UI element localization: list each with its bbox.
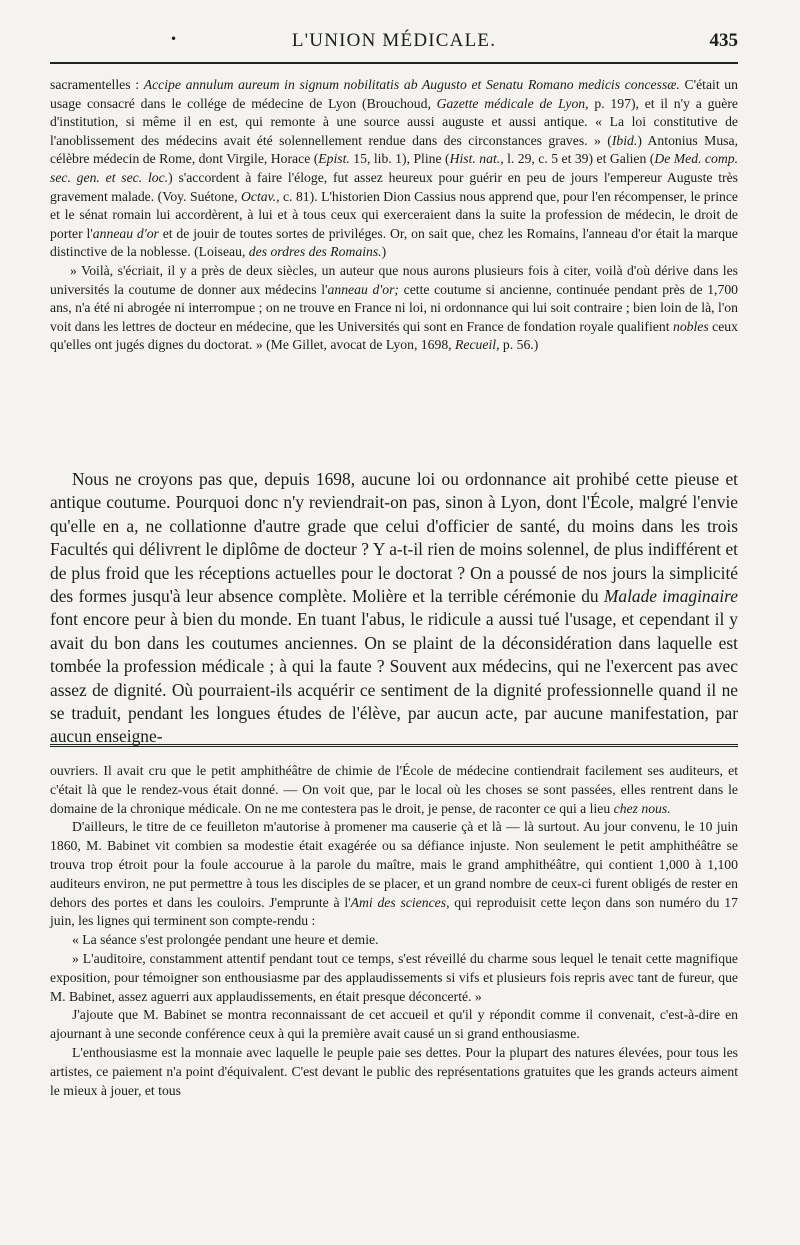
text-span: c. 81). L'historien Dion Cassius nous apprend que, pour l'en récompenser, le prince et le sénat romain lui accordèrent, à lui et à tous ceux qui exerceraient dans la suite la profession de médecin, le droit de porter l' bbox=[50, 188, 738, 241]
play-title: Malade imaginaire bbox=[603, 586, 738, 607]
emphasis: chez nous. bbox=[613, 800, 671, 816]
quoted-note-block bbox=[50, 76, 738, 355]
citation-title: De Med. comp. sec. gen. et sec. loc. bbox=[50, 151, 739, 185]
text-span: cette coutume si ancienne, continuée pendant près de 1,700 ans, n'a été ni abrogée ni interrompue ; on ne trouve en France ni loi, ni ordonnance qui lui soit contraire ; bien loin de là, l'on voit dans les lettres de docteur en médecine, que les Universités qui sont en France de fondation royale qualifient bbox=[50, 281, 739, 334]
text-span: C'était un usage consacré dans le collége de médecine de Lyon (Brouchoud, bbox=[50, 77, 738, 111]
citation-title: Recueil, bbox=[455, 337, 500, 353]
citation-title: Octav., bbox=[241, 188, 280, 204]
main-article-text bbox=[50, 468, 738, 749]
text-span: » Voilà, s'écriait, il y a près de deux siècles, un auteur que nous aurons plusieurs fois à citer, voilà d'où dérive dans les universités la coutume de donner aux médecins l' bbox=[50, 262, 738, 297]
header-rule bbox=[50, 62, 738, 64]
quote-paragraph-1 bbox=[50, 76, 738, 262]
feuilleton-column bbox=[50, 762, 738, 1100]
feuilleton-paragraph-4: » L'auditoire, constamment attentif pendant tout ce temps, s'est réveillé du charme sous lequel le tenait cette magnifique exposition, pour témoigner son enthousiasme par des applaudissements si vifs et plusieurs fois repris avec tant de fureur, que M. Babinet, assez aguerri aux applaudissements, en était presque déconcerté. » bbox=[50, 950, 738, 1004]
text-span: ceux qu'elles ont jugés dignes du doctorat. » (Me Gillet, avocat de Lyon, 1698, bbox=[50, 318, 738, 353]
citation-title: des ordres des Romains. bbox=[248, 244, 382, 260]
feuilleton-paragraph-2 bbox=[50, 818, 738, 931]
feuilleton-paragraph-6: L'enthousiasme est la monnaie avec laquelle le peuple paie ses dettes. Pour la plupart des natures élevées, pour tous les artistes, ce paiement n'a point d'équivalent. C'est devant le public des représentations gratuites que les grands acteurs aiment le mieux à jouer, et tous bbox=[50, 1044, 738, 1098]
text-span: 15, lib. 1), Pline ( bbox=[349, 151, 450, 167]
emphasis: anneau d'or bbox=[92, 225, 159, 241]
latin-inscription: Accipe annulum aureum in signum nobilitatis ab Augusto et Senatu Romano medicis concessæ. bbox=[143, 77, 680, 92]
citation-title: Hist. nat., bbox=[449, 151, 504, 167]
text-span: p. 197), et il n'y a guère d'institution, si même il en est, qui remonte à une source aussi auguste et aussi antique. « La loi constitutive de l'anoblissement des médecins avait été solennellement rendue dans des circonstances graves. » ( bbox=[50, 95, 738, 148]
citation-ibid: Ibid. bbox=[611, 132, 638, 148]
emphasis: nobles bbox=[672, 318, 709, 334]
journal-title: L'UNION MÉDICALE. bbox=[291, 30, 497, 51]
text-span: l. 29, c. 5 et 39) et Galien ( bbox=[503, 151, 655, 167]
text-span: qui reproduisit cette leçon dans son numéro du 17 juin, les lignes qui terminent son compte-rendu : bbox=[50, 894, 738, 929]
emphasis: anneau d'or; bbox=[327, 281, 399, 297]
text-span: ) Antonius Musa, célèbre médecin de Rome, dont Virgile, Horace ( bbox=[50, 132, 738, 167]
text-span: D'ailleurs, le titre de ce feuilleton m'autorise à promener ma causerie çà et là — là surtout. Au jour convenu, le 10 juin 1860, M. Babinet vit combien sa modestie était exagérée ou sa défiance injuste. Non seulement le petit amphithéâtre se trouva trop étroit pour la foule accourue à la parole du maître, mais le grand amphithéâtre, qui contient 1,000 à 1,100 auditeurs environ, ne put permettre à tous les disciples de se placer, et un grand nombre de ceux-ci furent obligés de rester en dehors des portes et dans les couloirs. J'emprunte à l' bbox=[50, 819, 738, 910]
quote-paragraph-2 bbox=[50, 262, 738, 355]
running-header bbox=[50, 30, 738, 60]
page-number: 435 bbox=[709, 30, 738, 51]
feuilleton-paragraph-5: J'ajoute que M. Babinet se montra reconnaissant de cet accueil et qu'il y répondit comme il convenait, c'est-à-dire en ajournant à une seconde conférence ceux à qui la première avait causé un si grand enthousiasme. bbox=[50, 1007, 738, 1042]
citation-title: Gazette médicale de Lyon, bbox=[436, 95, 589, 111]
text-span: sacramentelles : bbox=[50, 77, 144, 92]
header-dot: • bbox=[170, 32, 178, 46]
text-span: ouvriers. Il avait cru que le petit amphithéâtre de chimie de l'École de médecine contiendrait facilement ses auditeurs, et c'était là que le rendez-vous était donné. — On voit que, par le local où les choses se sont passées, elles rentrent dans le domaine de la chronique médicale. On ne me contestera pas le droit, je pense, de raconter ce qui a lieu bbox=[50, 763, 738, 816]
publication-title: Ami des sciences, bbox=[350, 894, 450, 910]
text-span: et de jouir de toutes sortes de priviléges. Or, on sait que, chez les Romains, l'anneau d'or était la marque distinctive de la noblesse. (Loiseau, bbox=[50, 225, 738, 260]
text-span: p. 56.) bbox=[499, 337, 539, 353]
text-span: Nous ne croyons pas que, depuis 1698, aucune loi ou ordonnance ait prohibé cette pieuse et antique coutume. Pourquoi donc n'y reviendrait-on pas, sinon à Lyon, dont l'École, malgré l'envie qu'elle en a, ne collationne d'autre grade que celui d'officier de santé, du moins dans les trois Facultés qui délivrent le diplôme de docteur ? Y a-t-il rien de moins solennel, de plus indifférent et de plus froid que les réceptions actuelles pour le doctorat ? On a poussé de nos jours la simplicité des formes jusqu'à leur absence complète. Molière et la terrible cérémonie du bbox=[50, 469, 738, 607]
feuilleton-separator-rule bbox=[50, 744, 738, 749]
text-span: ) s'accordent à faire l'éloge, fut assez heureux pour guérir en peu de jours l'empereur Auguste très gravement malade. (Voy. Suétone, bbox=[50, 169, 738, 204]
citation-title: Epist. bbox=[318, 151, 350, 167]
text-span: font encore peur à bien du monde. En tuant l'abus, le ridicule a aussi tué l'usage, et cependant il y avait du bon dans les coutumes anciennes. On se plaint de la déconsidération dans laquelle est tombée la profession médicale ; à qui la faute ? Souvent aux médecins, qui ne l'exercent pas avec assez de dignité. Où pourraient-ils acquérir ce sentiment de la dignité professionnelle quand il ne se traduit, pendant les longues études de l'élève, par aucun acte, par aucune manifestation, par aucun enseigne- bbox=[50, 609, 738, 747]
feuilleton-paragraph-3: « La séance s'est prolongée pendant une heure et demie. bbox=[72, 932, 379, 948]
body-paragraph bbox=[50, 468, 738, 749]
text-span: ) bbox=[381, 244, 387, 260]
feuilleton-paragraph-1 bbox=[50, 762, 738, 818]
